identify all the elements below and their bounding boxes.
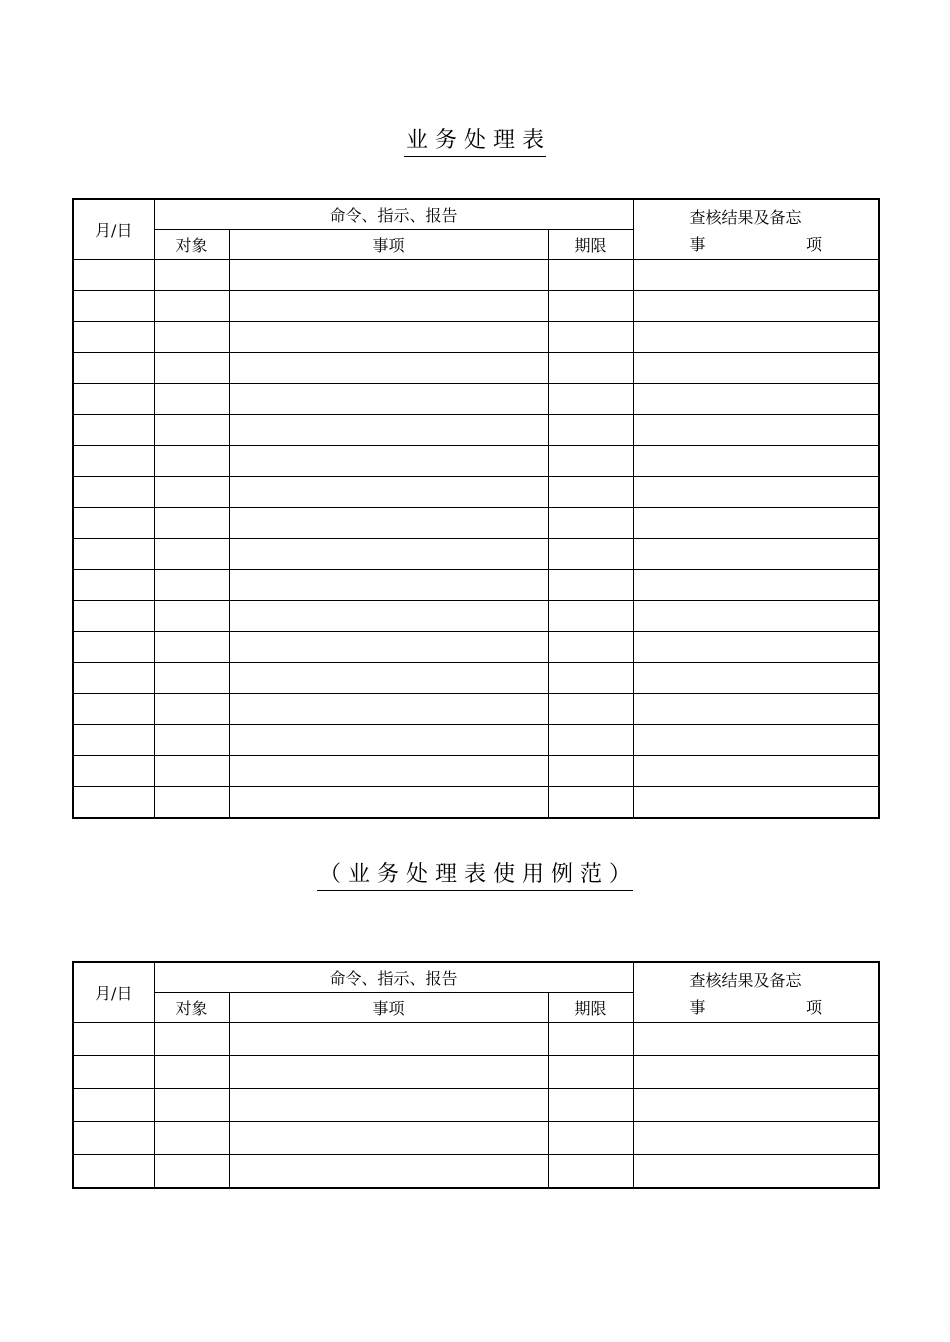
cell-date[interactable] xyxy=(73,477,154,508)
cell-target[interactable] xyxy=(154,477,229,508)
cell-review[interactable] xyxy=(633,1155,879,1189)
cell-review[interactable] xyxy=(633,725,879,756)
table-row xyxy=(73,694,879,725)
cell-deadline[interactable] xyxy=(548,291,633,322)
table-row xyxy=(73,725,879,756)
header-date: 月/日 xyxy=(73,962,154,1023)
cell-target[interactable] xyxy=(154,446,229,477)
header-target: 对象 xyxy=(154,230,229,260)
cell-target[interactable] xyxy=(154,539,229,570)
cell-date[interactable] xyxy=(73,756,154,787)
cell-review[interactable] xyxy=(633,601,879,632)
cell-target[interactable] xyxy=(154,1155,229,1189)
cell-review[interactable] xyxy=(633,632,879,663)
cell-matter[interactable] xyxy=(229,694,548,725)
cell-matter[interactable] xyxy=(229,384,548,415)
cell-review[interactable] xyxy=(633,446,879,477)
header-review-line2 xyxy=(634,232,879,255)
table-row xyxy=(73,632,879,663)
cell-deadline[interactable] xyxy=(548,415,633,446)
table-row xyxy=(73,260,879,291)
table-row xyxy=(73,601,879,632)
cell-date[interactable] xyxy=(73,570,154,601)
cell-review[interactable] xyxy=(633,787,879,819)
table-row xyxy=(73,756,879,787)
cell-target[interactable] xyxy=(154,1023,229,1056)
cell-review[interactable] xyxy=(633,415,879,446)
cell-target[interactable] xyxy=(154,322,229,353)
table-row xyxy=(73,787,879,819)
cell-matter[interactable] xyxy=(229,353,548,384)
header-deadline: 期限 xyxy=(548,230,633,260)
page-title xyxy=(0,128,950,157)
cell-deadline[interactable] xyxy=(548,539,633,570)
header-deadline: 期限 xyxy=(548,993,633,1023)
cell-date[interactable] xyxy=(73,353,154,384)
header-review-char2: 项 xyxy=(806,998,823,1017)
table-row xyxy=(73,322,879,353)
cell-date[interactable] xyxy=(73,694,154,725)
header-matter: 事项 xyxy=(229,230,548,260)
cell-matter[interactable] xyxy=(229,415,548,446)
cell-review[interactable] xyxy=(633,539,879,570)
cell-matter[interactable] xyxy=(229,477,548,508)
cell-deadline[interactable] xyxy=(548,725,633,756)
cell-date[interactable] xyxy=(73,322,154,353)
cell-target[interactable] xyxy=(154,725,229,756)
table-row xyxy=(73,539,879,570)
cell-matter[interactable] xyxy=(229,1122,548,1155)
cell-deadline[interactable] xyxy=(548,694,633,725)
cell-date[interactable] xyxy=(73,601,154,632)
header-command-group: 命令、指示、报告 xyxy=(154,199,633,230)
cell-deadline[interactable] xyxy=(548,446,633,477)
cell-deadline[interactable] xyxy=(548,1023,633,1056)
cell-date[interactable] xyxy=(73,539,154,570)
cell-target[interactable] xyxy=(154,694,229,725)
cell-date[interactable] xyxy=(73,1023,154,1056)
cell-deadline[interactable] xyxy=(548,353,633,384)
cell-deadline[interactable] xyxy=(548,787,633,819)
table-row xyxy=(73,663,879,694)
example-title xyxy=(0,862,950,891)
table-row xyxy=(73,415,879,446)
table-row xyxy=(73,570,879,601)
header-date: 月/日 xyxy=(73,199,154,260)
cell-review[interactable] xyxy=(633,508,879,539)
table-row xyxy=(73,446,879,477)
cell-date[interactable] xyxy=(73,1122,154,1155)
example-table xyxy=(72,961,880,1189)
cell-date[interactable] xyxy=(73,725,154,756)
cell-target[interactable] xyxy=(154,663,229,694)
cell-deadline[interactable] xyxy=(548,601,633,632)
cell-target[interactable] xyxy=(154,353,229,384)
cell-matter[interactable] xyxy=(229,570,548,601)
header-review-char2: 项 xyxy=(806,235,823,254)
cell-review[interactable] xyxy=(633,570,879,601)
cell-deadline[interactable] xyxy=(548,1155,633,1189)
table-row xyxy=(73,1023,879,1056)
cell-deadline[interactable] xyxy=(548,1089,633,1122)
cell-review[interactable] xyxy=(633,353,879,384)
cell-matter[interactable] xyxy=(229,508,548,539)
cell-review[interactable] xyxy=(633,291,879,322)
header-review-char1: 事 xyxy=(689,998,706,1017)
table-row xyxy=(73,1122,879,1155)
cell-matter[interactable] xyxy=(229,632,548,663)
cell-deadline[interactable] xyxy=(548,632,633,663)
cell-matter[interactable] xyxy=(229,322,548,353)
cell-matter[interactable] xyxy=(229,1056,548,1089)
cell-target[interactable] xyxy=(154,601,229,632)
cell-date[interactable] xyxy=(73,663,154,694)
cell-matter[interactable] xyxy=(229,756,548,787)
cell-date[interactable] xyxy=(73,446,154,477)
cell-target[interactable] xyxy=(154,632,229,663)
header-review-line1: 查核结果及备忘 xyxy=(689,208,802,227)
cell-matter[interactable] xyxy=(229,291,548,322)
cell-deadline[interactable] xyxy=(548,663,633,694)
cell-matter[interactable] xyxy=(229,1023,548,1056)
page-title-text: 业 务 处 理 表 xyxy=(404,128,546,157)
cell-matter[interactable] xyxy=(229,725,548,756)
business-processing-table xyxy=(72,198,880,819)
cell-matter[interactable] xyxy=(229,539,548,570)
cell-review[interactable] xyxy=(633,1089,879,1122)
header-review-char1: 事 xyxy=(689,235,706,254)
cell-review[interactable] xyxy=(633,322,879,353)
cell-date[interactable] xyxy=(73,632,154,663)
cell-review[interactable] xyxy=(633,663,879,694)
cell-deadline[interactable] xyxy=(548,756,633,787)
cell-matter[interactable] xyxy=(229,446,548,477)
example-title-text: （ 业 务 处 理 表 使 用 例 范 ） xyxy=(317,862,633,891)
table-row xyxy=(73,384,879,415)
cell-review[interactable] xyxy=(633,260,879,291)
cell-deadline[interactable] xyxy=(548,1122,633,1155)
cell-deadline[interactable] xyxy=(548,322,633,353)
cell-date[interactable] xyxy=(73,260,154,291)
header-review xyxy=(633,199,879,260)
table-row xyxy=(73,1056,879,1089)
header-review xyxy=(633,962,879,1023)
cell-review[interactable] xyxy=(633,1056,879,1089)
cell-matter[interactable] xyxy=(229,260,548,291)
header-matter: 事项 xyxy=(229,993,548,1023)
cell-target[interactable] xyxy=(154,1056,229,1089)
cell-deadline[interactable] xyxy=(548,260,633,291)
cell-deadline[interactable] xyxy=(548,477,633,508)
table-row xyxy=(73,1089,879,1122)
cell-matter[interactable] xyxy=(229,601,548,632)
cell-deadline[interactable] xyxy=(548,384,633,415)
cell-date[interactable] xyxy=(73,1155,154,1189)
cell-date[interactable] xyxy=(73,1089,154,1122)
cell-review[interactable] xyxy=(633,756,879,787)
cell-target[interactable] xyxy=(154,508,229,539)
cell-target[interactable] xyxy=(154,756,229,787)
cell-target[interactable] xyxy=(154,570,229,601)
cell-matter[interactable] xyxy=(229,663,548,694)
cell-review[interactable] xyxy=(633,694,879,725)
table-row xyxy=(73,1155,879,1189)
header-command-group: 命令、指示、报告 xyxy=(154,962,633,993)
cell-date[interactable] xyxy=(73,1056,154,1089)
cell-target[interactable] xyxy=(154,1089,229,1122)
cell-date[interactable] xyxy=(73,415,154,446)
header-target: 对象 xyxy=(154,993,229,1023)
table-row xyxy=(73,353,879,384)
cell-target[interactable] xyxy=(154,291,229,322)
cell-date[interactable] xyxy=(73,291,154,322)
table-row xyxy=(73,477,879,508)
cell-target[interactable] xyxy=(154,787,229,819)
cell-deadline[interactable] xyxy=(548,508,633,539)
cell-deadline[interactable] xyxy=(548,570,633,601)
cell-review[interactable] xyxy=(633,1122,879,1155)
cell-deadline[interactable] xyxy=(548,1056,633,1089)
cell-date[interactable] xyxy=(73,508,154,539)
header-review-line2 xyxy=(634,995,879,1018)
cell-target[interactable] xyxy=(154,384,229,415)
cell-matter[interactable] xyxy=(229,787,548,819)
cell-matter[interactable] xyxy=(229,1089,548,1122)
cell-review[interactable] xyxy=(633,1023,879,1056)
cell-target[interactable] xyxy=(154,1122,229,1155)
cell-matter[interactable] xyxy=(229,1155,548,1189)
cell-review[interactable] xyxy=(633,384,879,415)
table-row xyxy=(73,291,879,322)
header-review-line1: 查核结果及备忘 xyxy=(689,971,802,990)
cell-date[interactable] xyxy=(73,787,154,819)
table-row xyxy=(73,508,879,539)
cell-target[interactable] xyxy=(154,415,229,446)
cell-review[interactable] xyxy=(633,477,879,508)
cell-target[interactable] xyxy=(154,260,229,291)
cell-date[interactable] xyxy=(73,384,154,415)
